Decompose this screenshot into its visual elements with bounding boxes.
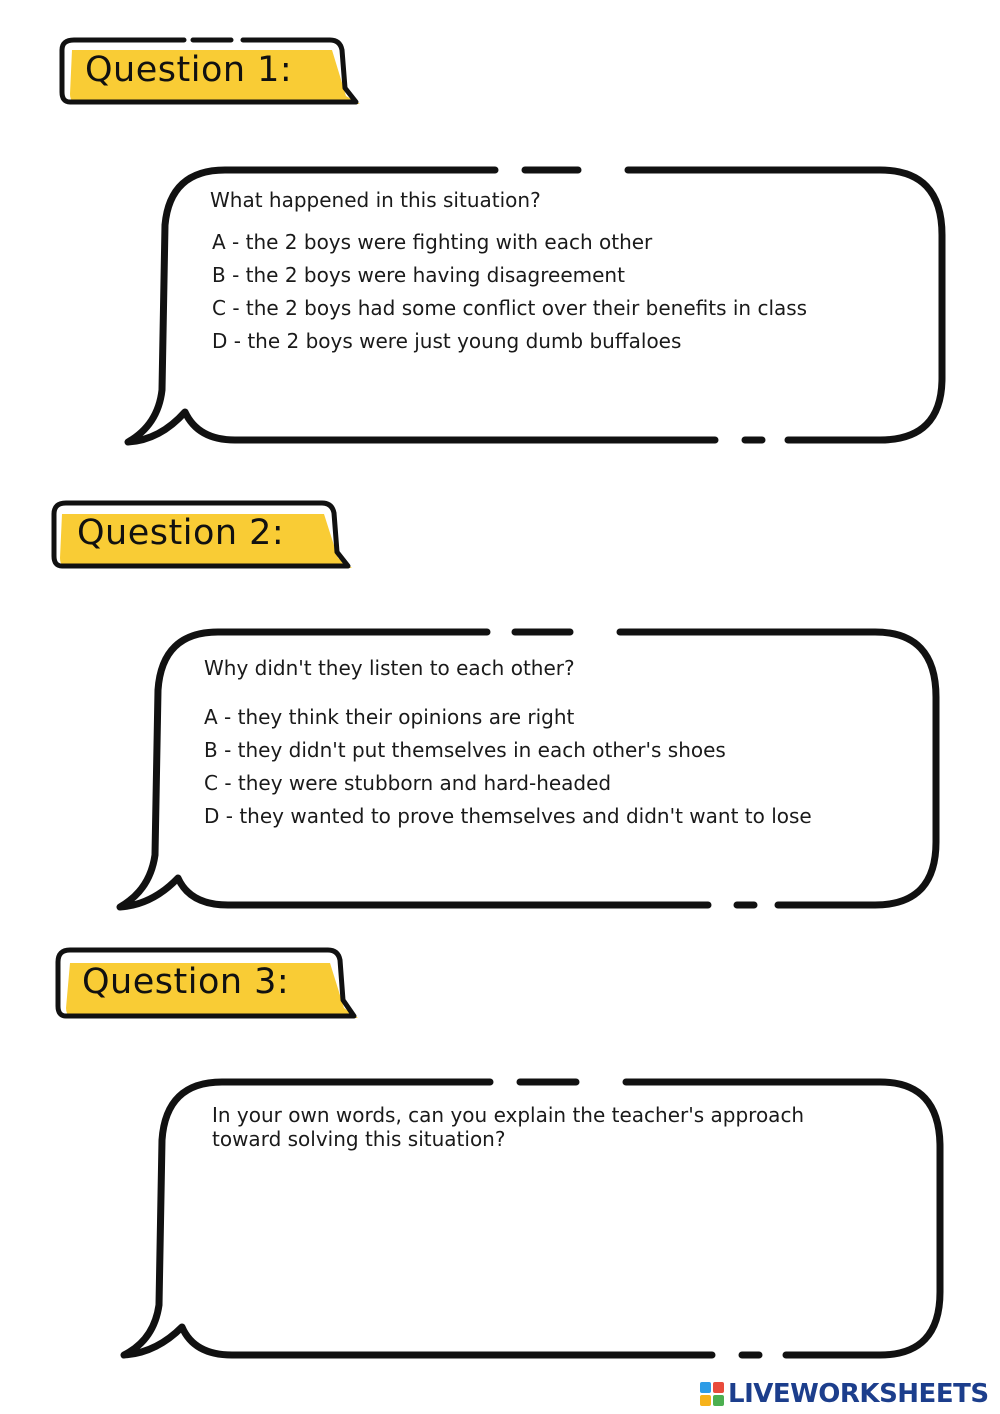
question-2-option-c[interactable]: C - they were stubborn and hard-headed: [204, 771, 612, 795]
question-2-option-a[interactable]: A - they think their opinions are right: [204, 705, 575, 729]
question-1-option-a[interactable]: A - the 2 boys were fighting with each other: [212, 230, 653, 254]
logo-tile: [700, 1382, 711, 1393]
question-3-prompt-line-2: toward solving this situation?: [212, 1127, 506, 1151]
logo-tile: [713, 1382, 724, 1393]
liveworksheets-logo-icon: [700, 1382, 724, 1406]
question-1-options: [212, 226, 807, 358]
question-1-prompt: What happened in this situation?: [210, 188, 541, 212]
question-2-label: Question 2:: [77, 513, 285, 553]
question-3-answer-area[interactable]: [205, 1160, 915, 1330]
question-3-label: Question 3:: [82, 962, 290, 1002]
question-2-options: [204, 701, 812, 833]
question-2-option-b[interactable]: B - they didn't put themselves in each other's shoes: [204, 738, 726, 762]
brand-text: LIVEWORKSHEETS: [728, 1379, 989, 1409]
question-1-label: Question 1:: [85, 50, 293, 90]
liveworksheets-brand: [700, 1378, 989, 1410]
question-2-prompt: Why didn't they listen to each other?: [204, 656, 575, 680]
question-1-option-b[interactable]: B - the 2 boys were having disagreement: [212, 263, 625, 287]
question-3-prompt-line-1: In your own words, can you explain the teacher's approach: [212, 1103, 805, 1127]
question-3-prompt: [212, 1103, 804, 1151]
question-2-option-d[interactable]: D - they wanted to prove themselves and didn't want to lose: [204, 804, 812, 828]
logo-tile: [713, 1395, 724, 1406]
question-1-option-c[interactable]: C - the 2 boys had some conflict over their benefits in class: [212, 296, 808, 320]
question-1-option-d[interactable]: D - the 2 boys were just young dumb buffaloes: [212, 329, 682, 353]
logo-tile: [700, 1395, 711, 1406]
